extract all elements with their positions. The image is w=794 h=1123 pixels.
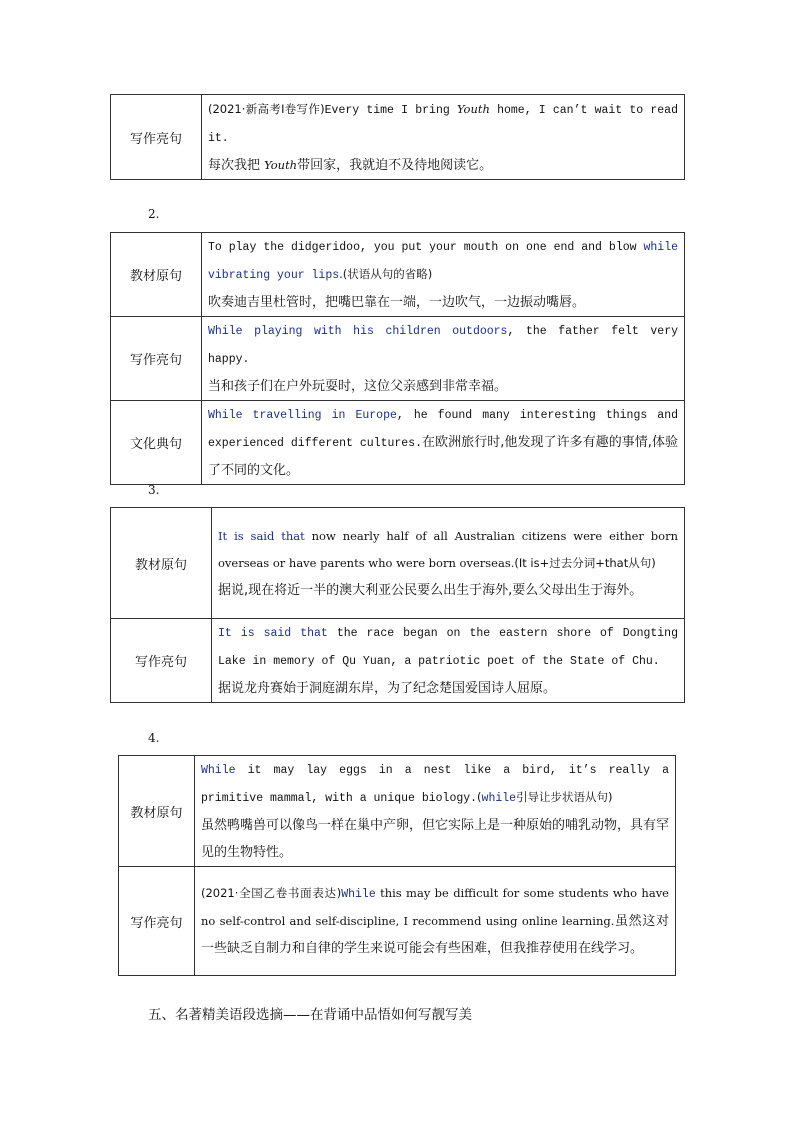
row-label: 写作亮句 bbox=[119, 867, 195, 976]
sentence-table-4 bbox=[118, 755, 676, 976]
table-row bbox=[111, 401, 685, 485]
row-content bbox=[195, 756, 676, 867]
highlight-phrase: While playing with his children outdoors bbox=[208, 325, 508, 338]
english-sentence-a: Every time I bring bbox=[324, 103, 457, 117]
table-row bbox=[111, 95, 685, 180]
item-number: 2. bbox=[148, 207, 160, 221]
highlight-phrase: While bbox=[201, 764, 236, 777]
chinese-a: 每次我把 bbox=[208, 157, 265, 173]
row-content bbox=[202, 401, 685, 485]
sentence-table-3 bbox=[110, 507, 685, 703]
chinese-italic: Youth bbox=[264, 157, 298, 172]
grammar-note: 引导让步状语从句) bbox=[516, 790, 613, 804]
grammar-note-keyword: while bbox=[481, 792, 517, 805]
item-number: 3. bbox=[148, 483, 160, 497]
row-label: 写作亮句 bbox=[111, 317, 202, 401]
chinese-translation: 当和孩子们在户外玩耍时，这位父亲感到非常幸福。 bbox=[208, 379, 508, 394]
row-content bbox=[202, 317, 685, 401]
english-sentence: the race began on the eastern shore of Dongting Lake in memory of Qu Yuan, a patriotic poet of the State of Chu. bbox=[218, 627, 678, 668]
chinese-translation: 据说龙舟赛始于洞庭湖东岸，为了纪念楚国爱国诗人屈原。 bbox=[218, 681, 557, 696]
english-sentence-b: home, I can’t wait to read it. bbox=[208, 103, 678, 145]
row-label: 教材原句 bbox=[111, 508, 212, 619]
item-number: 4. bbox=[148, 731, 160, 745]
row-content bbox=[212, 508, 685, 619]
grammar-note: .(状语从句的省略) bbox=[339, 267, 433, 281]
source-prefix: (2021·新高考Ⅰ卷写作) bbox=[208, 101, 325, 116]
source-prefix: (2021·全国乙卷书面表达) bbox=[201, 886, 342, 900]
grammar-note-open: ( bbox=[477, 790, 482, 804]
english-sentence: To play the didgeridoo, you put your mouth on one end and blow bbox=[208, 241, 644, 254]
highlight-phrase: while vibrating your lips bbox=[208, 241, 678, 282]
chinese-b: 带回家，我就迫不及待地阅读它。 bbox=[297, 157, 493, 173]
row-label: 教材原句 bbox=[111, 233, 202, 317]
highlight-phrase: It is said that bbox=[218, 627, 328, 640]
sentence-table-1 bbox=[110, 94, 685, 180]
table-row bbox=[119, 756, 676, 867]
row-label: 文化典句 bbox=[111, 401, 202, 485]
grammar-note: (It is+过去分词+that从句) bbox=[514, 555, 656, 570]
highlight-phrase: It is said that bbox=[218, 528, 305, 543]
table-row bbox=[111, 619, 685, 703]
highlight-phrase: While bbox=[341, 888, 376, 901]
table-row bbox=[111, 233, 685, 317]
chinese-translation: 虽然鸭嘴兽可以像鸟一样在巢中产卵，但它实际上是一种原始的哺乳动物，具有罕见的生物特性。 bbox=[201, 818, 670, 860]
highlight-phrase: While travelling in Europe bbox=[208, 409, 397, 422]
chinese-translation: 吹奏迪吉里杜管时，把嘴巴靠在一端，一边吹气，一边振动嘴唇。 bbox=[208, 295, 586, 310]
table-row bbox=[111, 317, 685, 401]
table-row bbox=[111, 508, 685, 619]
english-sentence: it may lay eggs in a nest like a bird, it’s really a primitive mammal, with a unique biology. bbox=[201, 764, 669, 805]
row-content bbox=[202, 233, 685, 317]
row-label: 写作亮句 bbox=[111, 619, 212, 703]
row-label: 写作亮句 bbox=[111, 95, 202, 180]
chinese-translation: 据说,现在将近一半的澳大利亚公民要么出生于海外,要么父母出生于海外。 bbox=[218, 582, 643, 598]
english-sentence: , he found many interesting things and experienced different cultures. bbox=[208, 409, 678, 450]
english-sentence: , the father felt very happy. bbox=[208, 325, 679, 366]
row-label: 教材原句 bbox=[119, 756, 195, 867]
english-sentence: this may be difficult for some students who have no self-control and self-discipline, I recommend using online learning. bbox=[201, 886, 669, 928]
row-content bbox=[212, 619, 685, 703]
chinese-translation: 虽然这对一些缺乏自制力和自律的学生来说可能会有些困难，但我推荐使用在线学习。 bbox=[201, 914, 669, 956]
row-content bbox=[195, 867, 676, 976]
row-content bbox=[202, 95, 685, 180]
english-sentence: now nearly half of all Australian citizens were either born overseas or have parents who were born overseas. bbox=[218, 528, 679, 570]
chinese-translation: 在欧洲旅行时,他发现了许多有趣的事情,体验了不同的文化。 bbox=[208, 435, 679, 478]
section-heading: 五、名著精美语段选摘——在背诵中品悟如何写靓写美 bbox=[148, 1007, 472, 1023]
english-italic: Youth bbox=[456, 101, 490, 116]
sentence-table-2 bbox=[110, 232, 685, 485]
table-row bbox=[119, 867, 676, 976]
